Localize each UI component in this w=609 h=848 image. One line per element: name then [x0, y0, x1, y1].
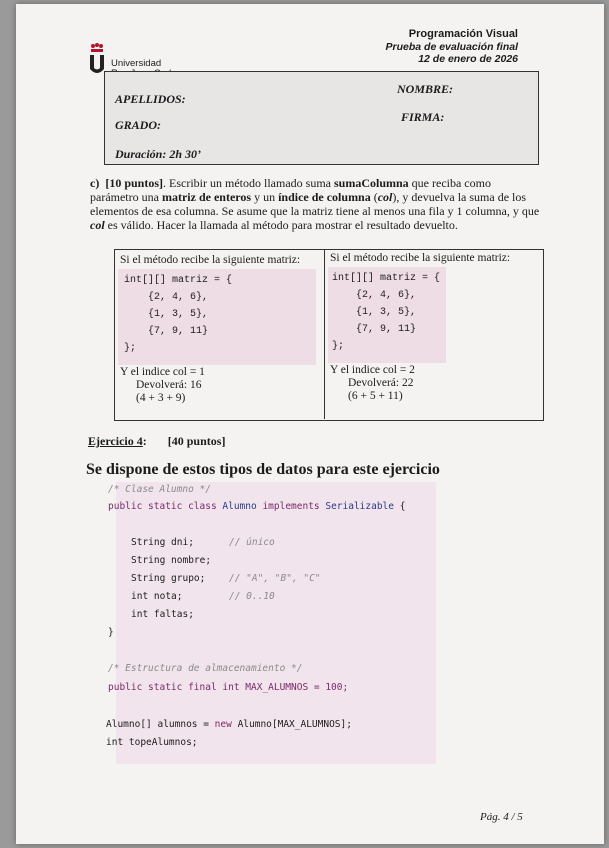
keyword: public static class: [108, 501, 223, 512]
brace: {: [394, 501, 406, 512]
example2-heading: Si el método recibe la siguiente matriz:: [330, 252, 511, 264]
code-comment: /* Estructura de almacenamiento */: [108, 663, 303, 674]
field-dni-comment: // único: [229, 537, 275, 548]
student-info-box: [104, 71, 539, 165]
param-col: col: [90, 218, 105, 232]
question-text: ), y devuelva la suma de los elementos de esa columna. Se asume que la matriz tiene al menos una fila y 1 columna, y que: [90, 190, 540, 218]
example2-result: [330, 364, 415, 403]
class-close-brace: }: [108, 627, 114, 638]
code-line: int[][] matriz = {: [332, 273, 441, 284]
exercise4-title: Ejercicio 4: [88, 434, 143, 448]
field-nombre: String nombre;: [131, 555, 212, 566]
index-line: Y el indice col = 1: [120, 366, 205, 378]
interface-name: Serializable: [325, 501, 394, 512]
exercise4-points: [40 puntos]: [167, 434, 226, 448]
max-alumnos-const: public static final int MAX_ALUMNOS = 100;: [108, 682, 349, 693]
question-c: [90, 176, 540, 232]
example1-code: [124, 272, 232, 357]
question-points: [10 puntos]: [105, 176, 164, 190]
keyword: new: [214, 719, 232, 730]
class-declaration: [108, 501, 405, 512]
field-nota: int nota;: [131, 591, 183, 602]
exercise4-colon: :: [142, 434, 147, 448]
returns-line: Devolverá: 22: [348, 377, 414, 389]
class-name: Alumno: [222, 501, 257, 512]
code-line: };: [124, 343, 137, 354]
field-dni: String dni;: [131, 537, 194, 548]
table-divider: [324, 249, 325, 419]
param-col: col: [377, 190, 393, 204]
exercise4-title-row: [88, 434, 225, 449]
exam-title: Prueba de evaluación final: [385, 41, 518, 53]
array-decl: Alumno[] alumnos =: [106, 719, 215, 730]
example1-heading: Si el método recibe la siguiente matriz:: [120, 254, 301, 266]
question-label: c): [90, 176, 100, 190]
example2-code: [332, 270, 440, 355]
example1-result: [120, 366, 205, 405]
nombre-label: NOMBRE:: [397, 82, 454, 96]
code-line: {2, 4, 6},: [332, 290, 417, 301]
code-line: {7, 9, 11}: [124, 326, 209, 337]
code-line: {1, 3, 5},: [332, 307, 417, 318]
param-index: índice de columna: [278, 190, 371, 204]
code-line: int[][] matriz = {: [124, 275, 233, 286]
grado-label: GRADO:: [115, 118, 162, 132]
alumnos-array: [106, 719, 352, 730]
course-title: Programación Visual: [408, 28, 518, 40]
code-comment: /* Clase Alumno */: [108, 484, 211, 495]
firma-label: FIRMA:: [401, 110, 445, 124]
exercise4-heading: Se dispone de estos tipos de datos para este ejercicio: [86, 461, 440, 478]
duracion-label: Duración: 2h 30’: [115, 147, 202, 161]
array-decl: Alumno[MAX_ALUMNOS];: [231, 719, 352, 730]
returns-line: Devolverá: 16: [136, 379, 202, 391]
question-text: es válido. Hacer la llamada al método para mostrar el resultado devuelto.: [104, 218, 458, 232]
question-text: que reciba como parámetro una: [90, 176, 491, 204]
calc-line: (6 + 5 + 11): [348, 390, 403, 402]
field-grupo: String grupo;: [131, 573, 206, 584]
calc-line: (4 + 3 + 9): [136, 392, 186, 404]
exam-date: 12 de enero de 2026: [418, 53, 518, 65]
param-matrix: matriz de enteros: [161, 190, 252, 204]
code-line: {1, 3, 5},: [124, 309, 209, 320]
method-name: sumaColumna: [333, 176, 409, 190]
university-line1: Universidad: [111, 58, 162, 69]
index-line: Y el indice col = 2: [330, 364, 415, 376]
field-nota-comment: // 0..10: [229, 591, 275, 602]
field-faltas: int faltas;: [131, 609, 194, 620]
tope-alumnos: int topeAlumnos;: [106, 737, 198, 748]
question-text: . Escribir un método llamado suma: [163, 176, 334, 190]
question-text: y un: [251, 190, 279, 204]
keyword: implements: [256, 501, 326, 512]
question-text: (: [370, 190, 378, 204]
code-line: };: [332, 341, 345, 352]
code-line: {7, 9, 11}: [332, 324, 417, 335]
page-number: Pág. 4 / 5: [480, 811, 523, 823]
code-line: {2, 4, 6},: [124, 292, 209, 303]
field-grupo-comment: // "A", "B", "C": [229, 573, 321, 584]
exam-page: [16, 4, 604, 844]
apellidos-label: APELLIDOS:: [115, 92, 186, 106]
